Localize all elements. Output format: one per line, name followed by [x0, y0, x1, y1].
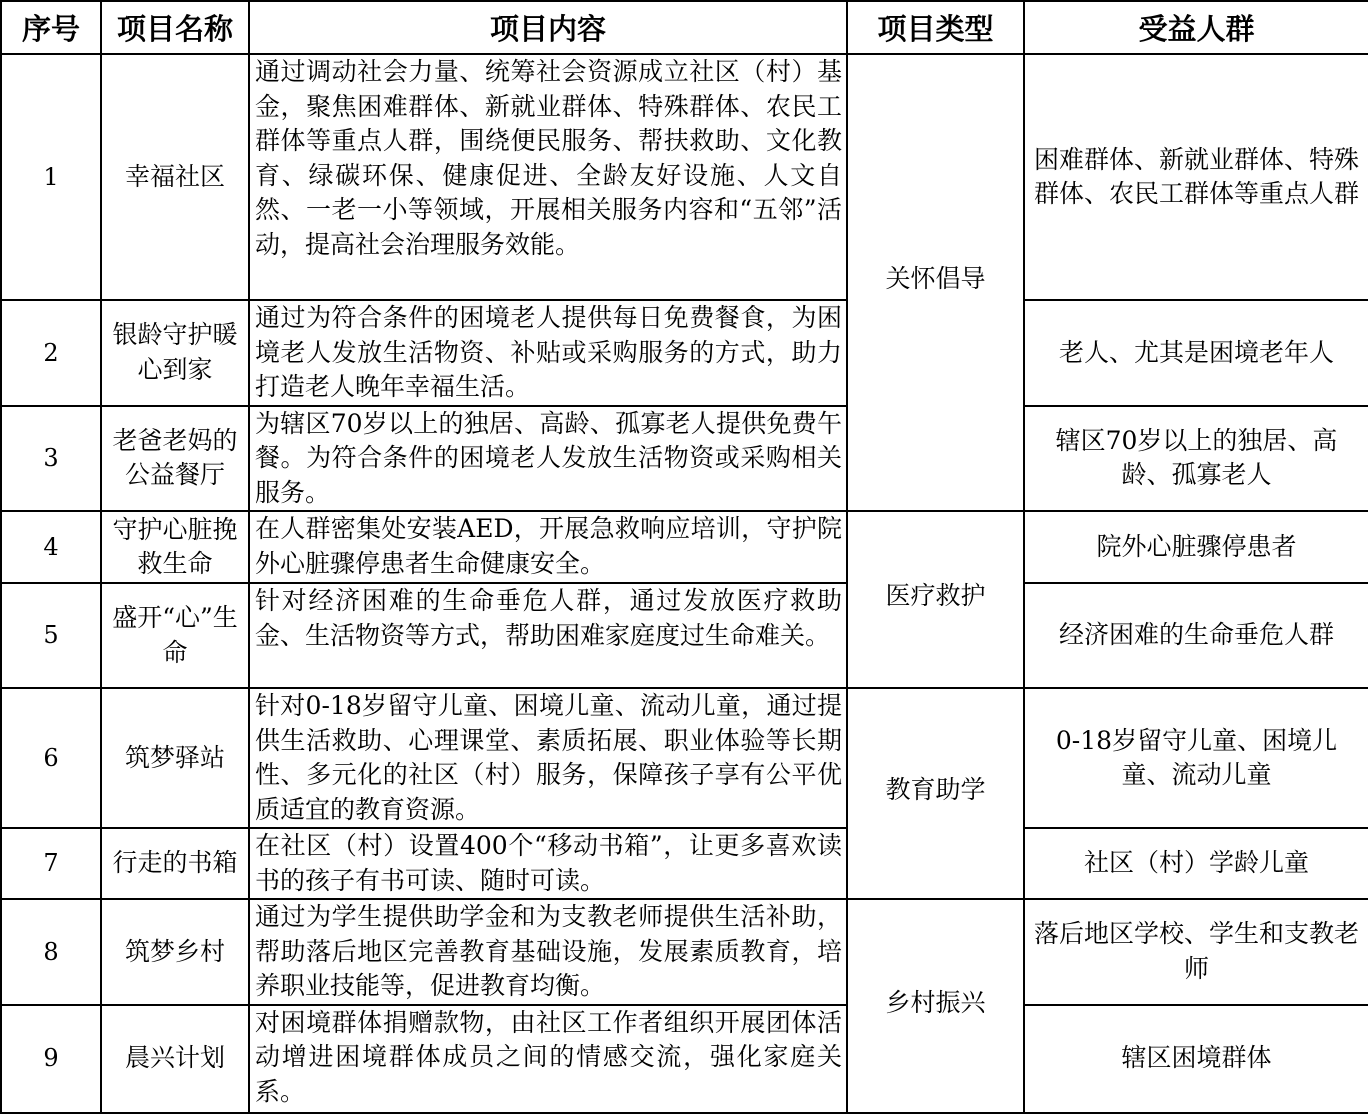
- row-index: 9: [1, 1005, 101, 1113]
- row-index: 4: [1, 511, 101, 583]
- project-name: 盛开“心”生命: [101, 583, 249, 688]
- header-row: [1, 1, 1368, 54]
- beneficiaries: 落后地区学校、学生和支教老师: [1024, 899, 1368, 1005]
- table-row: [1, 688, 1368, 828]
- project-name: 守护心脏挽救生命: [101, 511, 249, 583]
- header-name: 项目名称: [101, 1, 249, 54]
- header-type: 项目类型: [847, 1, 1024, 54]
- project-name: 老爸老妈的公益餐厅: [101, 406, 249, 512]
- project-content: 针对0-18岁留守儿童、困境儿童、流动儿童，通过提供生活救助、心理课堂、素质拓展、职业体验等长期性、多元化的社区（村）服务，保障孩子享有公平优质适宜的教育资源。: [249, 688, 847, 828]
- project-content: 针对经济困难的生命垂危人群，通过发放医疗救助金、生活物资等方式，帮助困难家庭度过生命难关。: [249, 583, 847, 688]
- project-content: 对困境群体捐赠款物，由社区工作者组织开展团体活动增进困境群体成员之间的情感交流，强化家庭关系。: [249, 1005, 847, 1113]
- project-name: 行走的书箱: [101, 828, 249, 899]
- row-index: 2: [1, 300, 101, 406]
- beneficiaries: 社区（村）学龄儿童: [1024, 828, 1368, 899]
- project-content: 通过为学生提供助学金和为支教老师提供生活补助，帮助落后地区完善教育基础设施，发展素质教育，培养职业技能等，促进教育均衡。: [249, 899, 847, 1005]
- table-row: [1, 828, 1368, 899]
- project-name: 幸福社区: [101, 54, 249, 300]
- project-content: 通过调动社会力量、统筹社会资源成立社区（村）基金，聚焦困难群体、新就业群体、特殊群体、农民工群体等重点人群，围绕便民服务、帮扶救助、文化教育、绿碳环保、健康促进、全龄友好设施、人文自然、一老一小等领域，开展相关服务内容和“五邻”活动，提高社会治理服务效能。: [249, 54, 847, 300]
- row-index: 6: [1, 688, 101, 828]
- project-name: 银龄守护暖心到家: [101, 300, 249, 406]
- table-row: [1, 406, 1368, 512]
- beneficiaries: 老人、尤其是困境老年人: [1024, 300, 1368, 406]
- beneficiaries: 困难群体、新就业群体、特殊群体、农民工群体等重点人群: [1024, 54, 1368, 300]
- project-type: 教育助学: [847, 688, 1024, 899]
- project-content: 在人群密集处安装AED，开展急救响应培训，守护院外心脏骤停患者生命健康安全。: [249, 511, 847, 583]
- beneficiaries: 院外心脏骤停患者: [1024, 511, 1368, 583]
- header-index: 序号: [1, 1, 101, 54]
- project-name: 晨兴计划: [101, 1005, 249, 1113]
- row-index: 8: [1, 899, 101, 1005]
- table-row: [1, 899, 1368, 1005]
- table-row: [1, 511, 1368, 583]
- header-beneficiaries: 受益人群: [1024, 1, 1368, 54]
- project-type: 乡村振兴: [847, 899, 1024, 1113]
- header-content: 项目内容: [249, 1, 847, 54]
- project-content: 为辖区70岁以上的独居、高龄、孤寡老人提供免费午餐。为符合条件的困境老人发放生活物资或采购相关服务。: [249, 406, 847, 512]
- row-index: 5: [1, 583, 101, 688]
- project-type: 关怀倡导: [847, 54, 1024, 511]
- row-index: 7: [1, 828, 101, 899]
- beneficiaries: 辖区困境群体: [1024, 1005, 1368, 1113]
- project-content: 通过为符合条件的困境老人提供每日免费餐食，为困境老人发放生活物资、补贴或采购服务的方式，助力打造老人晚年幸福生活。: [249, 300, 847, 406]
- beneficiaries: 辖区70岁以上的独居、高龄、孤寡老人: [1024, 406, 1368, 512]
- table-row: [1, 300, 1368, 406]
- project-content: 在社区（村）设置400个“移动书箱”，让更多喜欢读书的孩子有书可读、随时可读。: [249, 828, 847, 899]
- beneficiaries: 0-18岁留守儿童、困境儿童、流动儿童: [1024, 688, 1368, 828]
- beneficiaries: 经济困难的生命垂危人群: [1024, 583, 1368, 688]
- row-index: 1: [1, 54, 101, 300]
- row-index: 3: [1, 406, 101, 512]
- table-row: [1, 1005, 1368, 1113]
- project-type: 医疗救护: [847, 511, 1024, 688]
- project-name: 筑梦驿站: [101, 688, 249, 828]
- table-row: [1, 583, 1368, 688]
- project-name: 筑梦乡村: [101, 899, 249, 1005]
- table-row: [1, 54, 1368, 300]
